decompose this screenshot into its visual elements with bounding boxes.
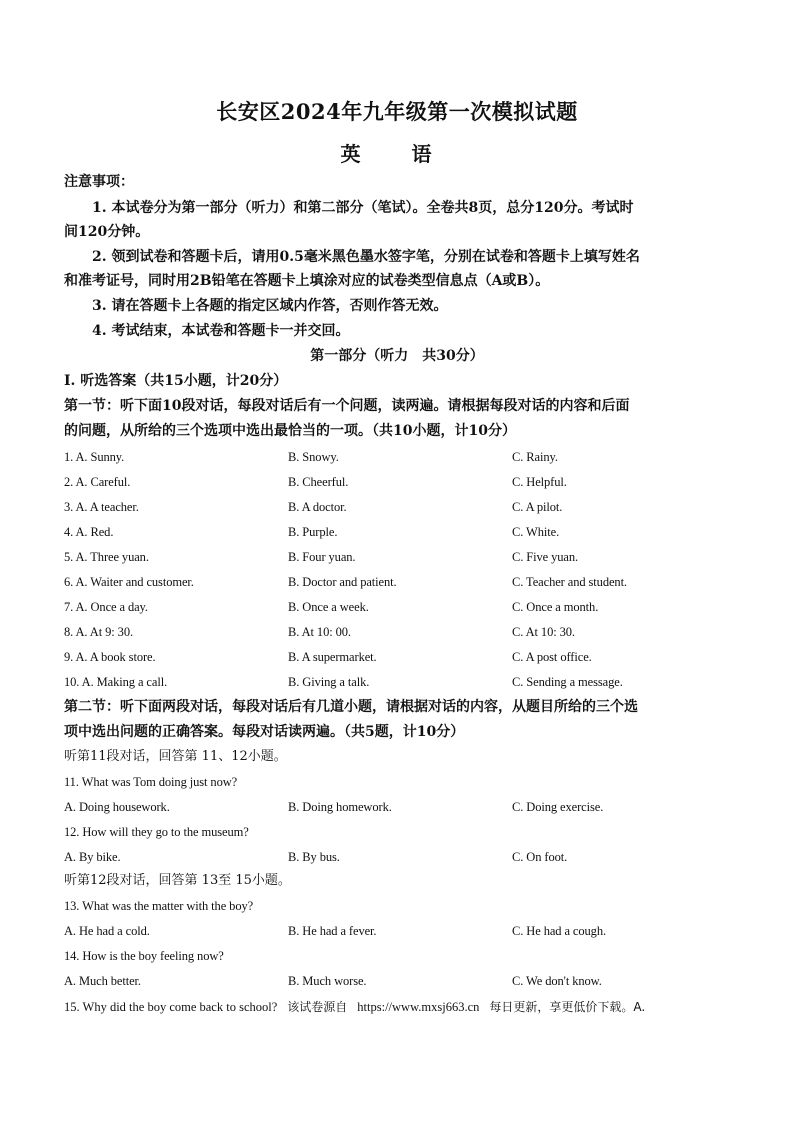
q7-option-c: C. Once a month. (512, 600, 599, 614)
q4-option-b: B. Purple. (288, 525, 338, 539)
source-note: 该试卷源自 (287, 1000, 348, 1014)
q4-option-a: 4. A. Red. (64, 525, 114, 539)
q9-option-c: C. A post office. (512, 650, 592, 664)
q12-option-a: A. By bike. (64, 850, 121, 864)
q13-option-c: C. He had a cough. (512, 924, 607, 938)
source-link[interactable]: https://www.mxsj663.cn (357, 1000, 480, 1014)
q10-option-a: 10. A. Making a call. (64, 675, 168, 689)
section-i-heading: I. 听选答案（共15小题，计20分） (64, 373, 288, 389)
notice-item-2: 2. 领到试卷和答题卡后，请用0.5毫米黑色墨水签字笔，分别在试卷和答题卡上填写姓名 (92, 249, 640, 265)
q1-option-c: C. Rainy. (512, 450, 558, 464)
q1-option-b: B. Snowy. (288, 450, 339, 464)
q10-option-c: C. Sending a message. (512, 675, 623, 689)
q12-option-b: B. By bus. (288, 850, 340, 864)
source-tail: 每日更新，享更低价下载。A. (489, 1000, 646, 1014)
subject-title: 英 语 (340, 142, 454, 166)
q3-option-c: C. A pilot. (512, 500, 563, 514)
q9-option-a: 9. A. A book store. (64, 650, 156, 664)
q6-option-a: 6. A. Waiter and customer. (64, 575, 194, 589)
q12-stem: 12. How will they go to the museum? (64, 825, 249, 839)
section2-instruction: 第二节：听下面两段对话，每段对话后有几道小题，请根据对话的内容，从题目所给的三个选 (64, 699, 638, 715)
q11-option-c: C. Doing exercise. (512, 800, 604, 814)
q12-option-c: C. On foot. (512, 850, 568, 864)
q13-option-a: A. He had a cold. (64, 924, 150, 938)
q2-option-c: C. Helpful. (512, 475, 567, 489)
notice-item-2-cont: 和准考证号，同时用2B铅笔在答题卡上填涂对应的试卷类型信息点（A或B）。 (64, 273, 550, 289)
section1-instruction-cont: 的问题，从所给的三个选项中选出最恰当的一项。（共10小题，计10分） (64, 423, 516, 439)
q6-option-c: C. Teacher and student. (512, 575, 627, 589)
dialogue-12-intro: 听第12段对话，回答第 13至 15小题。 (64, 873, 291, 888)
q13-stem: 13. What was the matter with the boy? (64, 899, 254, 913)
part1-heading: 第一部分（听力 共30分） (310, 348, 484, 364)
page-title: 长安区2024年九年级第一次模拟试题 (216, 99, 578, 124)
q14-stem: 14. How is the boy feeling now? (64, 949, 224, 963)
q1-option-a: 1. A. Sunny. (64, 450, 125, 464)
q2-option-b: B. Cheerful. (288, 475, 349, 489)
section2-instruction-cont: 项中选出问题的正确答案。每段对话读两遍。（共5题，计10分） (64, 724, 465, 740)
section1-instruction: 第一节：听下面10段对话，每段对话后有一个问题，读两遍。请根据每段对话的内容和后面 (64, 398, 630, 414)
q3-option-a: 3. A. A teacher. (64, 500, 139, 514)
q11-stem: 11. What was Tom doing just now? (64, 775, 238, 789)
q7-option-a: 7. A. Once a day. (64, 600, 148, 614)
q13-option-b: B. He had a fever. (288, 924, 377, 938)
q5-option-a: 5. A. Three yuan. (64, 550, 149, 564)
notice-item-3: 3. 请在答题卡上各题的指定区域内作答，否则作答无效。 (92, 298, 448, 314)
q14-option-a: A. Much better. (64, 974, 141, 988)
notice-heading: 注意事项： (64, 174, 134, 190)
q7-option-b: B. Once a week. (288, 600, 369, 614)
q14-option-b: B. Much worse. (288, 974, 367, 988)
notice-item-1: 1. 本试卷分为第一部分（听力）和第二部分（笔试）。全卷共8页，总分120分。考试时 (92, 200, 634, 216)
q11-option-a: A. Doing housework. (64, 800, 170, 814)
q6-option-b: B. Doctor and patient. (288, 575, 397, 589)
q2-option-a: 2. A. Careful. (64, 475, 131, 489)
q15-stem: 15. Why did the boy come back to school? (64, 1000, 278, 1014)
q11-option-b: B. Doing homework. (288, 800, 392, 814)
q15-line (64, 998, 655, 1016)
q3-option-b: B. A doctor. (288, 500, 347, 514)
q9-option-b: B. A supermarket. (288, 650, 377, 664)
q14-option-c: C. We don't know. (512, 974, 602, 988)
notice-item-4: 4. 考试结束，本试卷和答题卡一并交回。 (92, 323, 350, 339)
q5-option-b: B. Four yuan. (288, 550, 356, 564)
q4-option-c: C. White. (512, 525, 560, 539)
q8-option-c: C. At 10: 30. (512, 625, 575, 639)
q8-option-b: B. At 10: 00. (288, 625, 351, 639)
dialogue-11-intro: 听第11段对话，回答第 11、12小题。 (64, 749, 287, 764)
q10-option-b: B. Giving a talk. (288, 675, 370, 689)
notice-item-1-cont: 间120分钟。 (64, 224, 150, 240)
q8-option-a: 8. A. At 9: 30. (64, 625, 133, 639)
q5-option-c: C. Five yuan. (512, 550, 579, 564)
